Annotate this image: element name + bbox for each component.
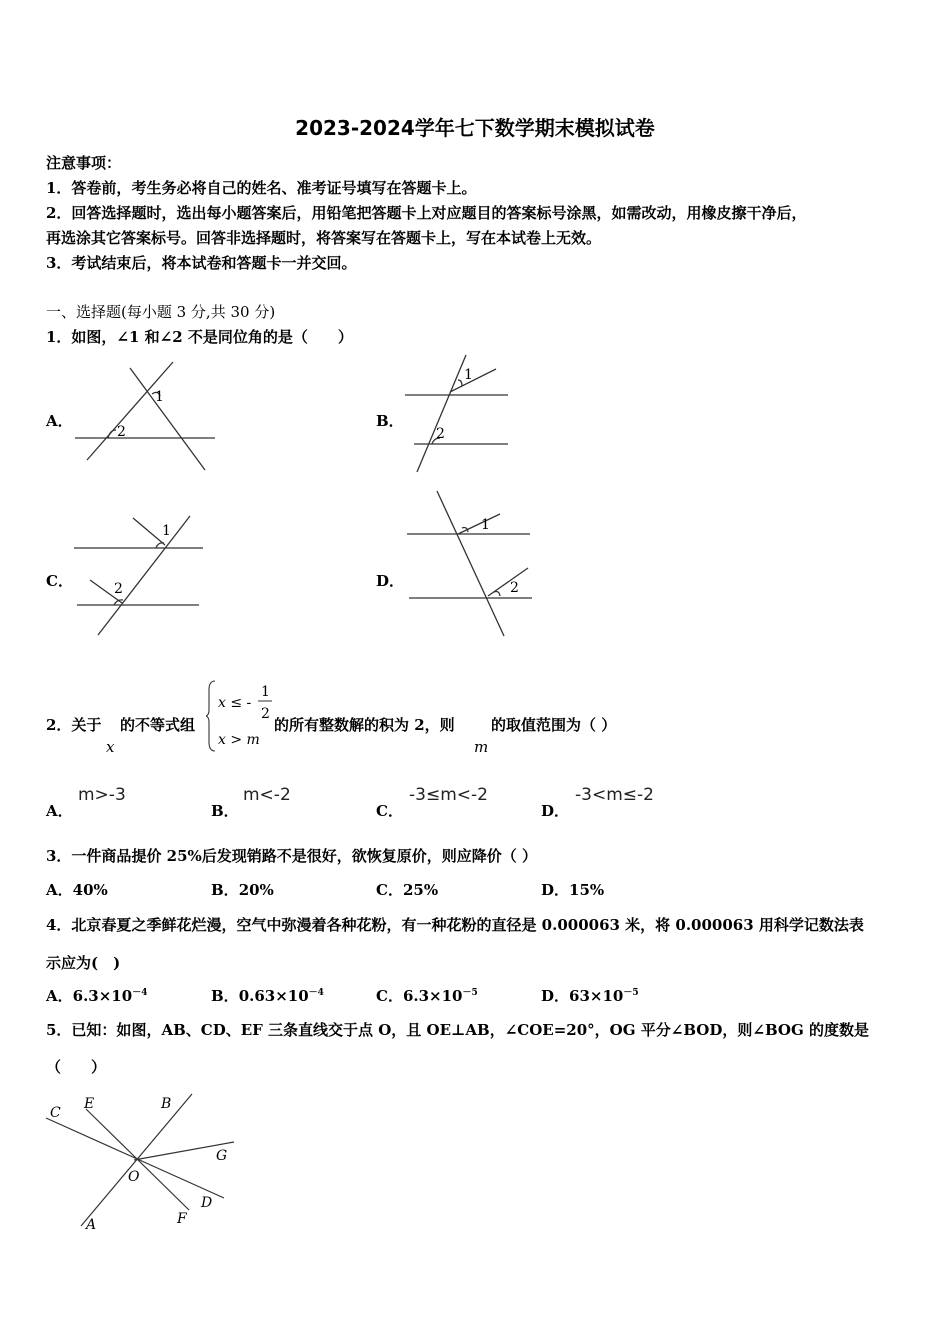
q1d-angle-2: 2 <box>510 580 519 596</box>
q1-stem: 1．如图，∠1 和∠2 不是同位角的是（ ） <box>46 328 353 346</box>
q1c-angle-1: 1 <box>162 523 171 539</box>
q1-option-d-label: D． <box>376 572 405 590</box>
q4-option-b-base: 0.63×10 <box>238 987 309 1005</box>
notice-item-2: 2．回答选择题时，选出每小题答案后，用铅笔把答题卡上对应题目的答案标号涂黑，如需改动，用橡皮擦干净后， <box>46 204 807 222</box>
q4-option-b-exp: －4 <box>308 988 324 998</box>
page-title: 2023-2024学年七下数学期末模拟试卷 <box>295 116 655 140</box>
q4-option-c <box>376 985 478 1006</box>
q5-point-e: E <box>84 1096 95 1112</box>
q1-figure-a <box>70 360 220 475</box>
q2-option-b-value: m<-2 <box>243 785 291 805</box>
q1-option-c-label: C． <box>46 572 73 590</box>
q3-option-d-value: 15% <box>569 881 605 899</box>
q2-frac-num: 1 <box>261 684 270 700</box>
notice-item-1: 1．答卷前，考生务必将自己的姓名、准考证号填写在答题卡上。 <box>46 179 477 197</box>
q2-var-m: m <box>474 738 489 756</box>
q3-option-b-value: 20% <box>238 881 274 899</box>
q2-frac-den: 2 <box>261 706 270 722</box>
q2-option-d-label: D． <box>541 802 570 820</box>
q4-option-a-exp: －4 <box>132 988 148 998</box>
q1c-angle-2: 2 <box>114 581 123 597</box>
q2-system-line1: x ≤ - <box>218 695 252 711</box>
q4-stem-line2: 示应为( ) <box>46 954 121 972</box>
q2-option-d-value: -3<m≤-2 <box>575 785 654 805</box>
q2-stem-part3: 的所有整数解的积为 2，则 <box>274 716 455 734</box>
q2-stem-part4: 的取值范围为（ ） <box>491 716 617 734</box>
q4-stem-line1: 4．北京春夏之季鲜花烂漫，空气中弥漫着各种花粉，有一种花粉的直径是 0.000063 米，将 0.000063 用科学记数法表 <box>46 916 864 934</box>
section-heading: 一、选择题(每小题 3 分,共 30 分) <box>46 303 276 321</box>
q1-figure-d <box>404 488 534 640</box>
q4-option-c-base: 6.3×10 <box>402 987 463 1005</box>
q3-option-d-label: D． <box>541 881 570 899</box>
q3-option-a <box>46 879 108 900</box>
q5-point-d: D <box>201 1195 213 1211</box>
q1-option-a-label: A． <box>46 412 73 430</box>
q1b-angle-1: 1 <box>464 367 473 383</box>
q1-figure-c <box>70 513 210 641</box>
q4-option-a <box>46 985 147 1006</box>
q1d-angle-1: 1 <box>481 517 490 533</box>
q4-option-d-base: 63×10 <box>569 987 624 1005</box>
q3-option-a-label: A． <box>46 881 73 899</box>
q4-option-b <box>211 985 324 1006</box>
q2-option-b-label: B． <box>211 802 239 820</box>
q1a-angle-1: 1 <box>155 389 164 405</box>
notice-item-3: 3．考试结束后，将本试卷和答题卡一并交回。 <box>46 254 357 272</box>
q3-option-a-value: 40% <box>72 881 108 899</box>
q1-option-b-label: B． <box>376 412 404 430</box>
q2-option-c-label: C． <box>376 802 403 820</box>
q4-option-d-exp: －5 <box>623 988 639 998</box>
q4-option-d <box>541 985 639 1006</box>
notice-item-2-cont: 再选涂其它答案标号。回答非选择题时，将答案写在答题卡上，写在本试卷上无效。 <box>46 229 602 247</box>
q5-point-g: G <box>216 1148 228 1164</box>
q2-stem-part1: 2．关于 <box>46 716 102 734</box>
q3-option-c-label: C． <box>376 881 403 899</box>
q2-var-x: x <box>106 738 115 756</box>
q5-point-c: C <box>50 1105 61 1121</box>
q3-option-b <box>211 879 274 900</box>
q2-option-c-value: -3≤m<-2 <box>409 785 488 805</box>
q3-option-c <box>376 879 438 900</box>
q4-option-a-label: A． <box>46 987 73 1005</box>
q1a-angle-2: 2 <box>117 424 126 440</box>
q4-option-b-label: B． <box>211 987 239 1005</box>
q4-option-d-label: D． <box>541 987 570 1005</box>
q1-figure-b <box>400 352 520 474</box>
q3-option-b-label: B． <box>211 881 239 899</box>
q1b-angle-2: 2 <box>436 426 445 442</box>
q4-option-c-exp: －5 <box>462 988 478 998</box>
q5-point-b: B <box>161 1096 172 1112</box>
q5-point-f: F <box>177 1211 187 1227</box>
q2-option-a-value: m>-3 <box>78 785 126 805</box>
q2-system-line2: x > m <box>218 732 260 748</box>
q5-point-a: A <box>86 1217 97 1232</box>
notice-heading: 注意事项： <box>46 154 122 172</box>
q5-figure <box>44 1090 244 1232</box>
q3-option-c-value: 25% <box>402 881 439 899</box>
q2-stem-part2: 的不等式组 <box>120 716 196 734</box>
q4-option-a-base: 6.3×10 <box>72 987 133 1005</box>
q5-point-o: O <box>128 1169 140 1185</box>
q2-option-a-label: A． <box>46 802 73 820</box>
q5-stem-line2: （ ） <box>46 1058 107 1076</box>
q4-option-c-label: C． <box>376 987 403 1005</box>
q2-inequality-system <box>206 678 276 754</box>
q3-stem: 3．一件商品提价 25%后发现销路不是很好，欲恢复原价，则应降价（ ） <box>46 847 538 865</box>
q5-stem-line1: 5．已知：如图，AB、CD、EF 三条直线交于点 O，且 OE⊥AB，∠COE=20°，OG 平分∠BOD，则∠BOG 的度数是 <box>46 1021 870 1039</box>
q3-option-d <box>541 879 604 900</box>
